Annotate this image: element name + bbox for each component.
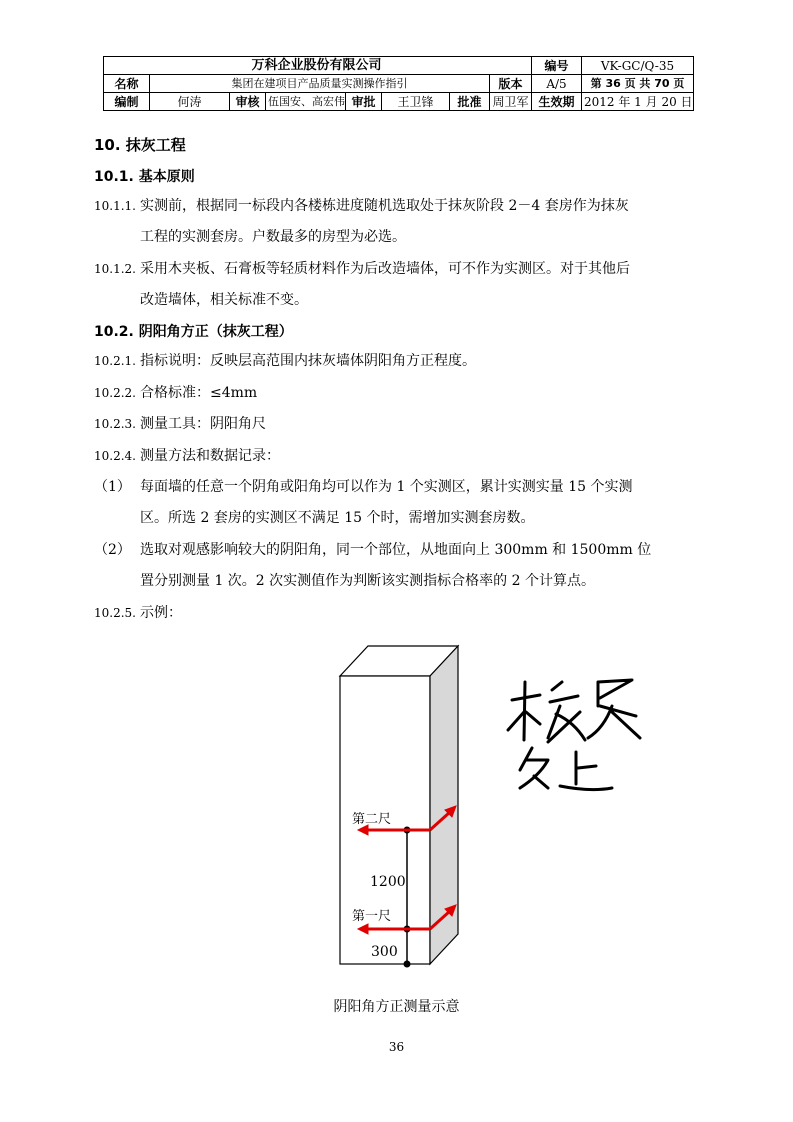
clause-text-line: 测量工具：阴阳角尺 (140, 416, 266, 432)
clause-number: 10.1.2. (94, 262, 136, 276)
page-label: 第 36 页 共 70 页 (582, 75, 694, 93)
clause-text-line: 工程的实测套房。户数最多的房型为必选。 (140, 229, 406, 245)
company-name: 万科企业股份有限公司 (104, 57, 532, 75)
subsection-title-corner: 10.2. 阴阳角方正（抹灰工程） (94, 324, 293, 340)
name-value: 集团在建项目产品质量实测操作指引 (150, 75, 490, 93)
clause-number: 10.2.1. (94, 354, 136, 368)
reviewer-value: 伍国安、高宏伟 (266, 93, 346, 111)
clause-text-line: 指标说明：反映层高范围内抹灰墙体阴阳角方正程度。 (140, 353, 476, 369)
dimension-300-label: 300 (371, 944, 398, 960)
name-label: 名称 (104, 75, 150, 93)
item-text-line: 每面墙的任意一个阴角或阳角均可以作为 1 个实测区，累计实测实量 15 个实测 (140, 479, 633, 495)
approver1-label: 审批 (346, 93, 382, 111)
approver2-value: 周卫军 (490, 93, 532, 111)
effective-value: 2012 年 1 月 20 日 (582, 93, 694, 111)
effective-label: 生效期 (532, 93, 582, 111)
handwritten-signature (508, 680, 640, 790)
section-title: 10. 抹灰工程 (94, 136, 186, 154)
version-value: A/5 (532, 75, 582, 93)
item-number: （1） (94, 479, 131, 495)
subsection-title-basic: 10.1. 基本原则 (94, 169, 195, 185)
label-second-ruler: 第二尺 (352, 812, 392, 827)
item-number: （2） (94, 542, 131, 558)
clause-number: 10.1.1. (94, 199, 136, 213)
version-label: 版本 (490, 75, 532, 93)
approver1-value: 王卫锋 (382, 93, 450, 111)
code-label: 编号 (532, 57, 582, 75)
figure-caption: 阴阳角方正测量示意 (333, 999, 460, 1015)
page-number: 36 (388, 1040, 405, 1054)
clause-text-line: 采用木夹板、石膏板等轻质材料作为后改造墙体，可不作为实测区。对于其他后 (140, 261, 630, 277)
item-text-line: 置分别测量 1 次。2 次实测值作为判断该实测指标合格率的 2 个计算点。 (140, 573, 595, 589)
clause-text-line: 实测前，根据同一标段内各楼栋进度随机选取处于抹灰阶段 2－4 套房作为抹灰 (140, 198, 629, 214)
item-text-line: 选取对观感影响较大的阴阳角，同一个部位，从地面向上 300mm 和 1500mm 位 (140, 542, 652, 558)
reviewer-label: 审核 (230, 93, 266, 111)
clause-number: 10.2.4. (94, 449, 136, 463)
item-text-line: 区。所选 2 套房的实测区不满足 15 个时，需增加实测套房数。 (140, 510, 535, 526)
clause-number: 10.2.3. (94, 417, 136, 431)
label-first-ruler: 第一尺 (352, 909, 392, 924)
code-value: VK-GC/Q-35 (582, 57, 694, 75)
dimension-1200-label: 1200 (370, 874, 406, 890)
clause-number: 10.2.2. (94, 386, 136, 400)
clause-text-line: 改造墙体，相关标准不变。 (140, 292, 308, 308)
clause-text-line: 测量方法和数据记录： (140, 448, 280, 464)
approver2-label: 批准 (450, 93, 490, 111)
clause-text-line: 合格标准：≤4mm (140, 385, 258, 401)
editor-label: 编制 (104, 93, 150, 111)
clause-text-line: 示例： (140, 605, 182, 621)
editor-value: 何涛 (150, 93, 230, 111)
dimension-dot (404, 961, 411, 968)
clause-number: 10.2.5. (94, 606, 136, 620)
